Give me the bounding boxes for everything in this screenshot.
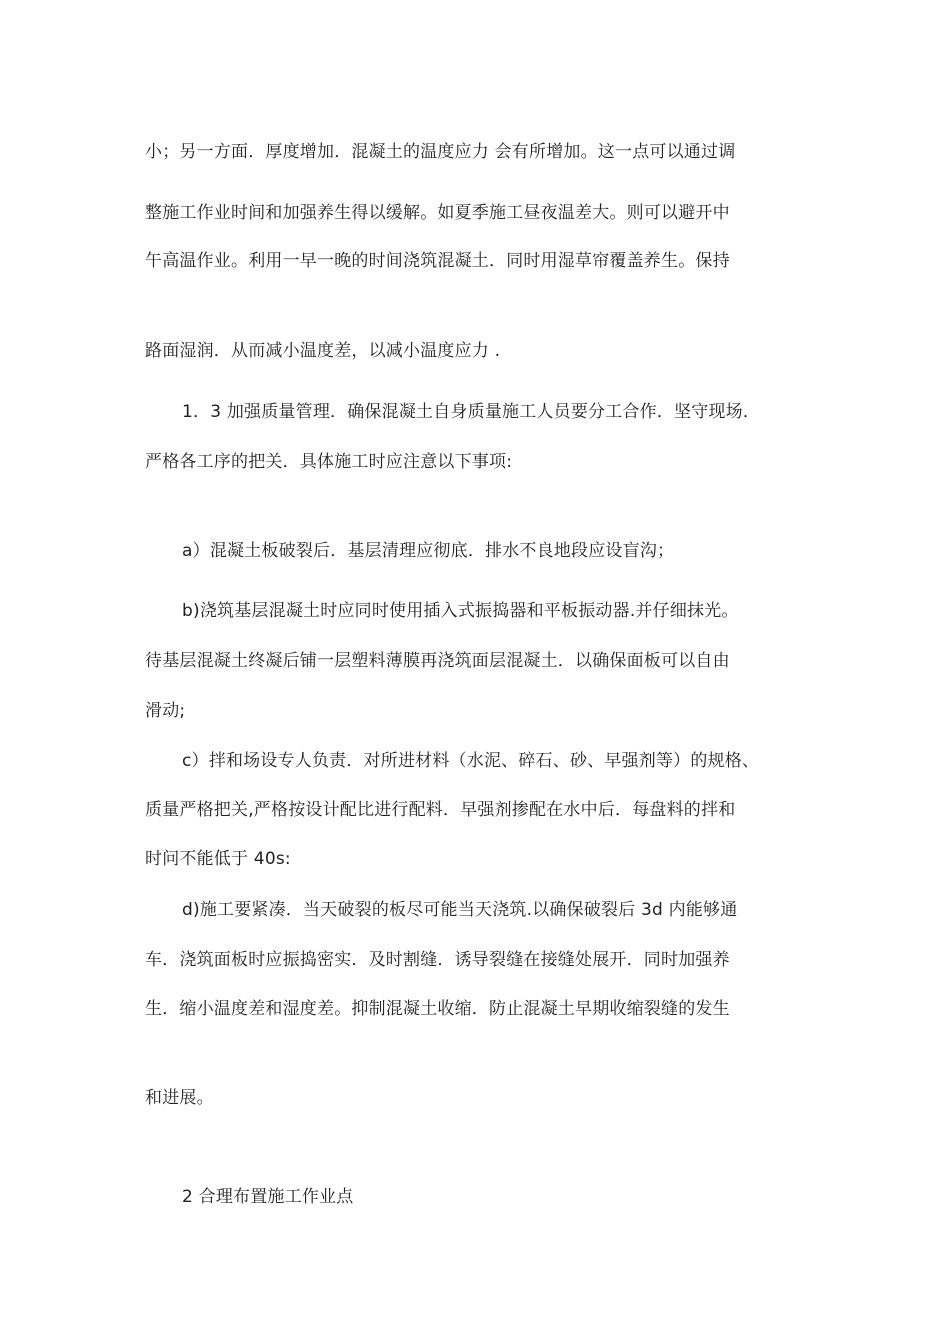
section-2-heading: 2 合理布置施工作业点 bbox=[182, 1187, 354, 1207]
text-line-3: 午高温作业。利用一早一晚的时间浇筑混凝土．同时用湿草帘覆盖养生。保持 bbox=[145, 251, 730, 271]
text-line-15: 车．浇筑面板时应振捣密实．及时割缝．诱导裂缝在接缝处展开．同时加强养 bbox=[145, 950, 730, 970]
text-line-10: 滑动; bbox=[145, 701, 186, 721]
item-a: a）混凝土板破裂后．基层清理应彻底．排水不良地段应设盲沟； bbox=[182, 541, 675, 561]
text-line-9: 待基层混凝土终凝后铺一层塑料薄膜再浇筑面层混凝土．以确保面板可以自由 bbox=[145, 651, 730, 671]
section-1-3-paragraph: 1．3 加强质量管理．确保混凝土自身质量施工人员要分工合作．坚守现场． bbox=[182, 402, 761, 422]
text-line-4: 路面湿润．从而减小温度差，以减小温度应力 . bbox=[145, 341, 501, 361]
item-c: c）拌和场设专人负责．对所进材料（水泥、碎石、砂、早强剂等）的规格、 bbox=[182, 751, 760, 771]
text-line-16: 生．缩小温度差和湿度差。抑制混凝土收缩．防止混凝土早期收缩裂缝的发生 bbox=[145, 999, 730, 1019]
item-d: d)施工要紧凑．当天破裂的板尽可能当天浇筑.以确保破裂后 3d 内能够通 bbox=[182, 900, 738, 920]
text-line-12: 质量严格把关,严格按设计配比进行配料．早强剂掺配在水中后．每盘料的拌和 bbox=[145, 800, 736, 820]
text-line-2: 整施工作业时间和加强养生得以缓解。如夏季施工昼夜温差大。则可以避开中 bbox=[145, 203, 730, 223]
text-line-6: 严格各工序的把关．具体施工时应注意以下事项: bbox=[145, 452, 513, 472]
text-line-17: 和进展。 bbox=[145, 1088, 214, 1108]
text-line-1: 小；另一方面．厚度增加．混凝土的温度应力 会有所增加。这一点可以通过调 bbox=[145, 142, 736, 162]
text-line-13: 时问不能低于 40s: bbox=[145, 849, 291, 869]
item-b: b)浇筑基层混凝土时应同时使用插入式振捣器和平板振动器.并仔细抹光。 bbox=[182, 601, 739, 621]
